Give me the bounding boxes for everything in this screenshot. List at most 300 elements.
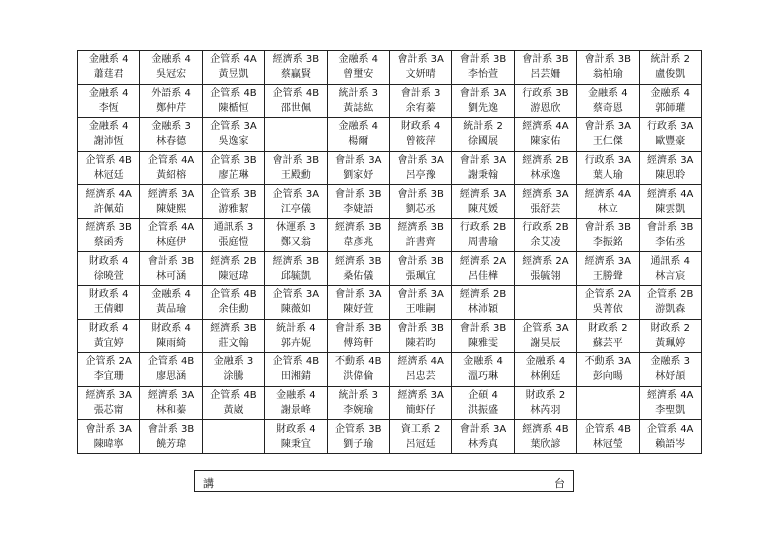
seat-cell: [639, 84, 701, 118]
seat-student-name: 涂騰: [223, 371, 244, 383]
seat-department: 經濟系 4B: [522, 423, 569, 435]
seat-department: 經濟系 3B: [272, 54, 320, 66]
seat-student-name: 林妤頡: [655, 371, 686, 383]
seat-student-name: 陳暐寧: [93, 438, 124, 450]
seat-cell: [389, 218, 451, 252]
seat-student-name: 蔡函秀: [93, 237, 124, 249]
seat-department: 企管系 3A: [522, 322, 569, 334]
seat-department: 不動系 3A: [584, 356, 632, 368]
seat-cell: [577, 353, 639, 387]
seat-department: 財政系 2: [650, 322, 690, 334]
seat-department: 會計系 3B: [397, 322, 444, 334]
seat-student-name: 李佑丞: [655, 237, 686, 249]
seat-department: 經濟系 3B: [85, 222, 132, 234]
seat-department: 經濟系 3A: [85, 390, 132, 402]
seat-cell: [265, 286, 327, 320]
seat-department: 經濟系 3A: [647, 155, 694, 167]
seat-department: 會計系 3B: [397, 188, 444, 200]
seat-student-name: 黃宜婷: [93, 337, 124, 349]
seat-department: 會計系 3A: [397, 289, 444, 301]
seat-row: [78, 353, 702, 387]
seat-student-name: 王倩卿: [93, 304, 124, 316]
seat-cell: [140, 185, 202, 219]
seat-student-name: 陳雨綺: [156, 337, 187, 349]
seat-cell: [577, 252, 639, 286]
seat-cell: [389, 185, 451, 219]
seat-cell: [639, 386, 701, 420]
seat-cell: [202, 386, 264, 420]
seat-cell: [639, 286, 701, 320]
seat-student-name: 陳芃媛: [468, 203, 499, 215]
seat-student-name: 黃誌紘: [343, 102, 374, 114]
seat-cell: [452, 218, 514, 252]
seat-cell: [140, 319, 202, 353]
seat-cell: [265, 386, 327, 420]
seat-cell: [327, 151, 389, 185]
seat-cell: [452, 84, 514, 118]
seat-cell: [514, 218, 576, 252]
lecture-podium: [194, 470, 574, 492]
seat-student-name: 張舒芸: [530, 203, 561, 215]
seat-department: 經濟系 2B: [210, 255, 257, 267]
seat-cell: [202, 353, 264, 387]
seat-student-name: 呂冠廷: [405, 438, 436, 450]
seat-cell: [202, 118, 264, 152]
seat-student-name: 蘇芸平: [592, 337, 623, 349]
seat-department: 金融系 4: [151, 54, 191, 66]
seat-department: 會計系 3A: [459, 423, 507, 435]
seat-cell: [389, 151, 451, 185]
seat-student-name: 陳雲凱: [655, 203, 686, 215]
seat-student-name: 陳薇如: [280, 304, 311, 316]
seat-cell: [78, 51, 140, 85]
seat-student-name: 謝景峰: [280, 405, 311, 417]
seat-cell: [639, 420, 701, 454]
seat-department: 金融系 4: [88, 121, 129, 133]
seat-department: 會計系 3B: [147, 423, 195, 435]
seat-cell: [78, 151, 140, 185]
seat-cell: [514, 420, 576, 454]
seat-student-name: 楊爾: [348, 136, 369, 148]
seat-cell: [639, 218, 701, 252]
podium-label-left: 講: [203, 477, 214, 490]
seat-student-name: 李怡萱: [468, 69, 499, 81]
seat-row: [78, 51, 702, 85]
seat-student-name: 李恆: [98, 102, 119, 114]
seat-department: 企管系 4B: [584, 423, 632, 435]
seat-student-name: 游雅絜: [218, 203, 249, 215]
seat-cell: [514, 386, 576, 420]
seat-student-name: 劉先逸: [468, 102, 499, 114]
seat-student-name: 呂忠芸: [405, 371, 436, 383]
seat-student-name: 許書齊: [405, 237, 436, 249]
seat-student-name: 劉家妤: [343, 170, 374, 182]
seat-department: 統計系 2: [650, 54, 690, 66]
seat-student-name: 王勝聲: [592, 270, 623, 282]
seat-student-name: 莊文翰: [218, 337, 249, 349]
seat-cell: [327, 286, 389, 320]
seat-department: 會計系 3A: [459, 155, 507, 167]
seat-department: 經濟系 3A: [147, 188, 195, 200]
seat-student-name: 鄭又翁: [280, 237, 311, 249]
seat-student-name: 陳妤萱: [343, 304, 374, 316]
seat-department: 會計系 3B: [335, 188, 382, 200]
seat-student-name: 邱毓凱: [280, 270, 311, 282]
seat-department: 企管系 4B: [85, 155, 132, 167]
seat-department: 經濟系 3A: [459, 188, 507, 200]
seat-cell: [265, 84, 327, 118]
seat-student-name: 林冠瑩: [592, 438, 623, 450]
seat-student-name: 周書瑜: [468, 237, 499, 249]
seat-cell: [514, 353, 576, 387]
seat-cell: [639, 252, 701, 286]
seat-student-name: 林春德: [156, 136, 187, 148]
seat-cell: [327, 353, 389, 387]
seat-department: 財政系 2: [525, 390, 566, 402]
seat-cell: [202, 151, 264, 185]
seat-cell: [452, 51, 514, 85]
seat-cell: [202, 252, 264, 286]
seat-department: 會計系 3B: [272, 155, 320, 167]
seat-cell: [577, 151, 639, 185]
seat-student-name: 曾璽安: [343, 69, 374, 81]
seat-cell: [452, 252, 514, 286]
seat-department: 統計系 3: [338, 390, 379, 402]
seat-row: [78, 386, 702, 420]
seat-student-name: 呂佳樺: [468, 270, 499, 282]
seat-student-name: 王殿勳: [280, 170, 311, 182]
seat-cell: [140, 286, 202, 320]
seat-department: 金融系 4: [88, 54, 129, 66]
seat-student-name: 林俐廷: [530, 371, 561, 383]
seat-cell: [78, 84, 140, 118]
seat-department: 經濟系 4A: [85, 188, 132, 200]
seat-student-name: 桑佑儀: [343, 270, 374, 282]
seat-cell: [639, 51, 701, 85]
seat-department: 金融系 4: [525, 356, 566, 368]
seat-department: 企管系 3B: [210, 188, 257, 200]
seat-student-name: 江亭儀: [280, 203, 311, 215]
seat-cell: [265, 420, 327, 454]
seat-cell: [389, 286, 451, 320]
seat-department: 會計系 3B: [647, 222, 694, 234]
seat-student-name: 游恩欣: [530, 102, 561, 114]
seat-cell: [389, 386, 451, 420]
seat-department: 企碩 4: [468, 390, 498, 402]
seat-cell: [265, 319, 327, 353]
seat-student-name: 謝沛恆: [93, 136, 124, 148]
seat-cell: [140, 420, 202, 454]
seat-cell: [452, 185, 514, 219]
seat-cell: [78, 286, 140, 320]
seat-department: 金融系 4: [276, 390, 316, 402]
seat-cell: [78, 420, 140, 454]
seat-department: 企管系 2A: [584, 289, 632, 301]
seat-student-name: 劉芯丞: [405, 203, 436, 215]
seat-cell: [389, 252, 451, 286]
seat-cell: [389, 420, 451, 454]
seat-cell: [202, 51, 264, 85]
seat-department: 經濟系 3A: [522, 188, 569, 200]
seat-cell: [639, 185, 701, 219]
seat-student-name: 余艾凌: [530, 237, 561, 249]
seat-student-name: 邵世佩: [280, 102, 311, 114]
seat-student-name: 徐曉萱: [93, 270, 124, 282]
seat-cell: [202, 84, 264, 118]
seat-row: [78, 252, 702, 286]
seat-student-name: 王仁傑: [592, 136, 623, 148]
seat-student-name: 鄭仲芹: [156, 102, 187, 114]
seat-student-name: 呂亭豫: [405, 170, 436, 182]
seat-department: 經濟系 2B: [459, 289, 507, 301]
seat-department: 經濟系 3B: [335, 255, 382, 267]
seat-cell: [265, 353, 327, 387]
seat-department: 企管系 4B: [272, 87, 320, 99]
seat-cell: [202, 319, 264, 353]
seat-student-name: 韋彥兆: [343, 237, 374, 249]
seat-student-name: 李聖凱: [655, 405, 686, 417]
seat-student-name: 黃珮婷: [655, 337, 686, 349]
seat-cell: [577, 185, 639, 219]
seat-cell: [514, 185, 576, 219]
seat-cell: [202, 286, 264, 320]
seat-student-name: 黃崴: [223, 405, 244, 417]
seat-department: 財政系 2: [588, 322, 628, 334]
seat-student-name: 張芯甯: [93, 405, 124, 417]
seat-department: 會計系 3B: [147, 255, 195, 267]
seat-student-name: 盧俊凱: [655, 69, 686, 81]
seat-student-name: 陳家佑: [530, 136, 561, 148]
seat-department: 會計系 3B: [335, 322, 382, 334]
seat-cell: [327, 118, 389, 152]
seat-student-name: 陳雅雯: [468, 337, 499, 349]
seat-student-name: 陳思聆: [655, 170, 686, 182]
seat-student-name: 吳菁依: [592, 304, 623, 316]
seat-department: 金融系 4: [338, 54, 379, 66]
seat-department: 經濟系 3A: [397, 390, 444, 402]
seat-row: [78, 218, 702, 252]
seat-cell: [452, 353, 514, 387]
seat-cell: [327, 386, 389, 420]
seat-student-name: 陳秉宜: [280, 438, 311, 450]
seat-cell: [389, 118, 451, 152]
seat-cell: [452, 386, 514, 420]
seat-department: 經濟系 2B: [522, 155, 569, 167]
seat-department: 資工系 2: [400, 423, 441, 435]
seat-department: 會計系 3: [400, 87, 441, 99]
seat-department: 通訊系 3: [213, 222, 254, 234]
seat-student-name: 謝秉翰: [468, 170, 499, 182]
seat-cell: [514, 286, 576, 320]
seat-department: 會計系 3B: [459, 322, 507, 334]
seat-student-name: 吳冠宏: [156, 69, 187, 81]
seat-cell: [327, 51, 389, 85]
seat-cell: [265, 218, 327, 252]
seat-student-name: 葉欣諺: [530, 438, 561, 450]
seat-student-name: 簡虾仔: [405, 405, 436, 417]
seat-department: 會計系 3B: [459, 54, 507, 66]
seat-student-name: 郭師瓘: [655, 102, 686, 114]
seat-row: [78, 420, 702, 454]
seat-row: [78, 185, 702, 219]
seat-student-name: 陳婕熙: [156, 203, 187, 215]
seat-cell: [327, 319, 389, 353]
seat-student-name: 張毓翎: [530, 270, 561, 282]
seat-department: 經濟系 4A: [647, 188, 694, 200]
seat-department: 經濟系 3A: [147, 390, 195, 402]
seat-cell: [140, 252, 202, 286]
seat-department: 金融系 4: [650, 87, 690, 99]
seat-department: 經濟系 3B: [210, 322, 257, 334]
seat-department: 金融系 4: [588, 87, 628, 99]
seat-student-name: 蔡贏賢: [280, 69, 311, 81]
seat-cell: [639, 118, 701, 152]
seat-department: 企管系 2B: [647, 289, 694, 301]
seat-student-name: 林庭伊: [156, 237, 187, 249]
seat-department: 行政系 3A: [647, 121, 694, 133]
seat-student-name: 游凱森: [655, 304, 686, 316]
seat-department: 統計系 2: [463, 121, 503, 133]
seat-student-name: 林沛穎: [468, 304, 499, 316]
seat-department: 企管系 4A: [147, 222, 195, 234]
seat-department: 會計系 3A: [397, 54, 444, 66]
seat-cell: [327, 185, 389, 219]
seat-department: 企管系 3A: [272, 188, 320, 200]
seat-cell: [577, 420, 639, 454]
seat-student-name: 蕭莛君: [93, 69, 124, 81]
seat-cell: [514, 319, 576, 353]
seat-student-name: 林承逸: [530, 170, 561, 182]
seat-student-name: 廖芷琳: [218, 170, 249, 182]
seat-cell: [265, 252, 327, 286]
seat-department: 經濟系 3B: [335, 222, 382, 234]
seat-cell: [577, 386, 639, 420]
seat-cell: [265, 51, 327, 85]
seat-department: 企管系 4B: [272, 356, 320, 368]
seat-cell: [78, 353, 140, 387]
seat-cell: [140, 218, 202, 252]
podium-label-right: 台: [554, 477, 565, 490]
seat-cell: [514, 118, 576, 152]
seat-cell: [140, 353, 202, 387]
seat-student-name: 文妍晴: [405, 69, 436, 81]
seat-department: 經濟系 2A: [459, 255, 507, 267]
seat-department: 企管系 3A: [210, 121, 257, 133]
seat-department: 行政系 3A: [584, 155, 632, 167]
seat-student-name: 翁柏瑜: [592, 69, 623, 81]
seat-student-name: 謝昊辰: [530, 337, 561, 349]
seat-student-name: 林和蓁: [156, 405, 187, 417]
seat-department: 不動系 4B: [335, 356, 382, 368]
seat-cell: [327, 420, 389, 454]
seat-department: 財政系 4: [88, 255, 129, 267]
seat-student-name: 歐豐豪: [655, 136, 686, 148]
seat-department: 會計系 3A: [584, 121, 632, 133]
seat-department: 休運系 3: [276, 222, 316, 234]
seat-student-name: 賴語岑: [655, 438, 686, 450]
seat-cell: [577, 84, 639, 118]
seat-department: 會計系 3B: [584, 222, 632, 234]
seat-department: 財政系 4: [88, 289, 129, 301]
seat-student-name: 傅筠軒: [343, 337, 374, 349]
seat-student-name: 王唯嗣: [405, 304, 436, 316]
seat-row: [78, 286, 702, 320]
seat-cell: [140, 118, 202, 152]
seat-row: [78, 151, 702, 185]
seat-student-name: 饒芳瑋: [156, 438, 187, 450]
seat-student-name: 曾筱萍: [405, 136, 436, 148]
seating-chart-table: [77, 50, 702, 454]
seat-department: 會計系 3A: [397, 155, 444, 167]
seat-cell: [639, 353, 701, 387]
seat-department: 經濟系 3A: [584, 255, 632, 267]
seat-student-name: 林言宸: [655, 270, 686, 282]
seat-department: 企管系 3B: [335, 423, 382, 435]
seat-department: 通訊系 4: [650, 255, 690, 267]
seat-department: 金融系 4: [463, 356, 503, 368]
seat-cell: [140, 84, 202, 118]
seat-department: 企管系 4B: [210, 87, 257, 99]
seat-department: 會計系 3A: [85, 423, 132, 435]
seat-cell: [202, 185, 264, 219]
seat-cell: [78, 218, 140, 252]
seat-student-name: 林冠廷: [93, 170, 124, 182]
seat-department: 會計系 3A: [335, 155, 382, 167]
seat-department: 企管系 4B: [210, 390, 257, 402]
seat-department: 金融系 3: [151, 121, 191, 133]
seat-cell: [265, 118, 327, 152]
seat-department: 企管系 4B: [147, 356, 195, 368]
seat-cell: [202, 218, 264, 252]
seat-department: 金融系 4: [88, 87, 129, 99]
seat-student-name: 吳逸家: [218, 136, 249, 148]
seat-student-name: 田湘錆: [280, 371, 311, 383]
seat-student-name: 葉人瑜: [592, 170, 623, 182]
seat-cell: [389, 319, 451, 353]
seat-department: 企管系 3B: [210, 155, 257, 167]
seat-department: 企管系 2A: [85, 356, 132, 368]
seat-department: 經濟系 3B: [397, 222, 444, 234]
seat-department: 經濟系 4A: [647, 390, 694, 402]
seat-cell: [78, 386, 140, 420]
seat-student-name: 蔡奇恩: [592, 102, 623, 114]
seat-cell: [78, 185, 140, 219]
seat-student-name: 陳楯恒: [218, 102, 249, 114]
seat-student-name: 陳冠瑋: [218, 270, 249, 282]
seat-department: 企管系 4B: [210, 289, 257, 301]
seat-department: 統計系 3: [338, 87, 379, 99]
seat-student-name: 余宥蓁: [405, 102, 436, 114]
seat-student-name: 許佩茹: [93, 203, 124, 215]
seat-department: 財政系 4: [88, 322, 129, 334]
seat-department: 金融系 4: [151, 289, 191, 301]
seat-student-name: 洪振盛: [468, 405, 499, 417]
seat-department: 會計系 3B: [584, 54, 632, 66]
seat-cell: [577, 118, 639, 152]
seat-student-name: 劉子瑜: [343, 438, 374, 450]
seat-student-name: 黃紹榕: [156, 170, 187, 182]
seat-cell: [514, 84, 576, 118]
seat-department: 行政系 2B: [459, 222, 507, 234]
seat-student-name: 余佳勳: [218, 304, 249, 316]
seat-department: 統計系 4: [276, 322, 316, 334]
seat-department: 企管系 4A: [210, 54, 257, 66]
seat-department: 經濟系 3B: [272, 255, 320, 267]
seat-row: [78, 319, 702, 353]
seat-department: 企管系 4A: [647, 423, 694, 435]
seat-department: 企管系 4A: [147, 155, 195, 167]
seat-cell: [514, 151, 576, 185]
